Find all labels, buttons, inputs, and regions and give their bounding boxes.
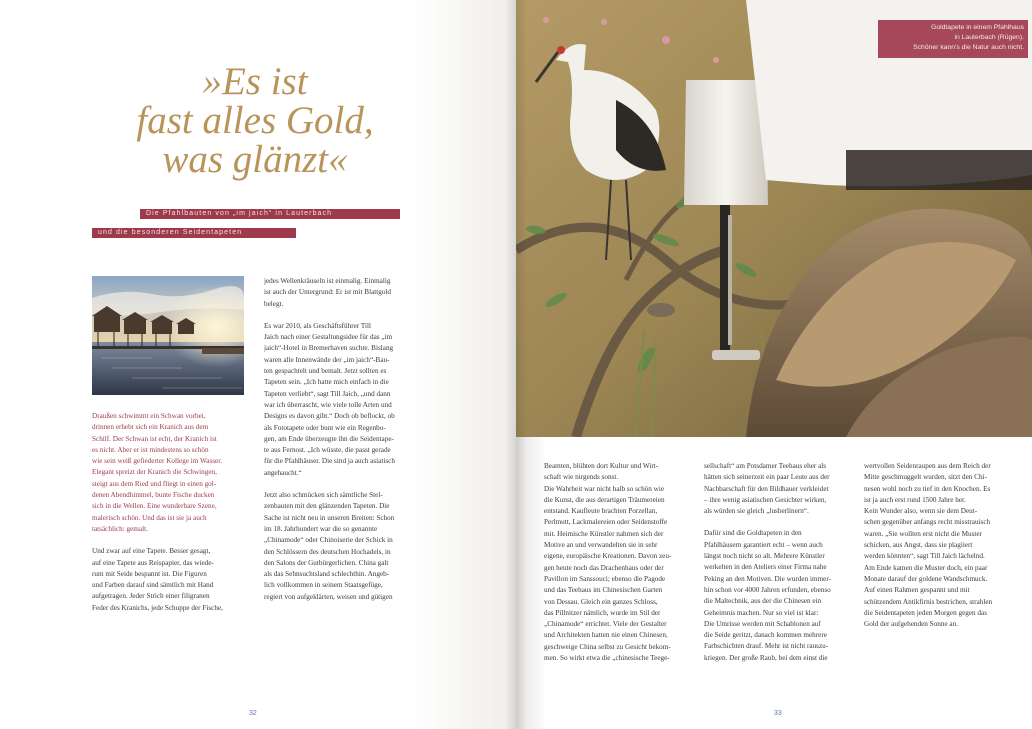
text-line: angehaucht.“: [264, 468, 302, 477]
text-line: und Farben darauf sind sämtlich mit Hand: [92, 581, 214, 590]
page-number-left: 32: [249, 710, 257, 717]
harbor-stilt-houses-photo-icon: [92, 276, 244, 395]
subtitle-line-1: Die Pfahlbauten von „im jaich“ in Lauterbach: [140, 209, 400, 219]
text-line: auf eine Tapete aus Reispapier, das wiede-: [92, 558, 214, 567]
text-line: werden könnten“, sagt Till Jaich lächelnd.: [864, 552, 985, 561]
article-title: [110, 62, 400, 179]
text-line: „Chinamode“ oder Chinoiserie der Schick in: [264, 536, 393, 545]
text-line: geschweige China selbst zu Gesicht bekom-: [544, 642, 671, 651]
text-line: jaich“-Hotel in Bremerhaven suchte. Bislang: [264, 344, 394, 353]
text-line: schicken, aus Angst, dass sie plagiiert: [864, 541, 973, 550]
text-line: werkelten in den Ateliers einer Firma nahe: [704, 563, 827, 572]
text-line: als würden sie gleich „lusberlinern“.: [704, 507, 809, 516]
text-line: im 18. Jahrhundert war die so genannte: [264, 524, 378, 533]
text-line: Mitte geschmuggelt wurden, sitzt den Chi-: [864, 473, 987, 482]
body-paragraph: [864, 506, 1016, 630]
title-line: »Es ist: [202, 60, 308, 103]
text-line: Beamten, blühten dort Kultur und Wirt-: [544, 462, 659, 470]
text-line: Motive an und verwandelten sie in sehr: [544, 541, 658, 550]
body-column-2: [264, 276, 416, 614]
body-column-4: [704, 461, 856, 675]
body-paragraph: [704, 528, 856, 664]
text-line: mit. Heimische Künstler nahmen sich der: [544, 529, 664, 538]
text-line: gen heute noch das Drachenhaus oder der: [544, 563, 664, 572]
text-line: die Maltechnik, aus der die Chinesen ein: [704, 597, 822, 606]
text-line: drinnen erhebt sich ein Kranich aus dem: [92, 423, 209, 432]
text-line: Tapeten verliebt“, sagt Till Jaich, „und dann: [264, 389, 391, 398]
text-line: gen, am Ende überzeugte ihn die Seidentape-: [264, 434, 394, 443]
text-line: Pavillon im Sanssouci; ebenso die Pagode: [544, 574, 666, 583]
text-line: schaft wie nirgends sonst.: [544, 473, 619, 482]
text-line: längst noch nicht so alt. Mehrere Künstler: [704, 552, 825, 561]
text-line: als Fototapete oder bunt wie ein Regenbo-: [264, 423, 386, 432]
text-line: Auf einen Rahmen gespannt und mit: [864, 586, 970, 595]
right-page: [516, 0, 1032, 729]
text-line: die Seide geritzt, danach kommen mehrere: [704, 631, 827, 640]
body-paragraph: [544, 461, 696, 484]
text-line: te aus Fernost. „Ich wüsste, die passt gerade: [264, 446, 391, 455]
subtitle-line-2: und die besonderen Seidentapeten: [92, 228, 296, 238]
text-line: hin schon vor 4000 Jahren erfunden, ebenso: [704, 585, 831, 594]
text-line: und Architekten hatten nie einen Chinesen,: [544, 631, 668, 640]
text-line: entstand. Kaufleute brachten Porzellan,: [544, 507, 658, 516]
text-line: den Schlössern des deutschen Hochadels, in: [264, 547, 391, 556]
text-line: Und zwar auf eine Tapete. Besser gesagt,: [92, 547, 211, 556]
body-column-5: [864, 461, 1016, 641]
text-line: Die Umrisse werden mit Schablonen auf: [704, 619, 821, 628]
text-line: Draußen schwimmt ein Schwan vorbei,: [92, 412, 206, 420]
text-line: Perlmutt, Lackmalereien oder Seidenstoffe: [544, 518, 668, 527]
text-line: eigene, europäische Kreationen. Davon zeu-: [544, 552, 672, 561]
title-line: was glänzt«: [162, 138, 348, 181]
text-line: „Chinamode“ errichtet. Viele der Gestalter: [544, 620, 667, 629]
caption-line: Schöner kann's die Natur auch nicht.: [913, 44, 1024, 51]
text-line: Am Ende kamen die Muster doch, ein paar: [864, 563, 988, 572]
text-line: zenbauten mit den glänzenden Tapeten. Die: [264, 502, 390, 511]
text-line: Peking an den Motiven. Die wurden immer-: [704, 574, 832, 583]
body-paragraph: [544, 484, 696, 665]
text-line: Schilf. Der Schwan ist echt, der Kranich ist: [92, 434, 217, 443]
text-line: aufgetragen. Jeder Strich einer filigranen: [92, 592, 210, 601]
text-line: waren alle Innenwände der „im jaich“-Bau-: [264, 355, 390, 364]
text-line: schützendem Antikfirnis bestrichen, strahlen: [864, 597, 993, 606]
text-line: regiert von aufgeklärten, weisen und gütigen: [264, 592, 393, 601]
text-line: malerisch schön. Und das ist sie ja auch: [92, 513, 207, 522]
text-line: Jetzt also schmücken sich sämtliche Stel-: [264, 491, 383, 500]
text-line: tatsächlich: gemalt.: [92, 524, 148, 533]
text-line: das Pillnitzer nämlich, wurde im Stil der: [544, 608, 661, 617]
body-paragraph: [704, 461, 856, 517]
photo-caption: [878, 20, 1028, 58]
text-line: ist auch der Untergrund: Er ist mit Blattgold: [264, 288, 392, 297]
text-line: rum mit Seide bespannt ist. Die Figuren: [92, 569, 207, 578]
caption-line: in Lauterbach (Rügen).: [954, 34, 1024, 41]
text-line: belegt.: [264, 299, 284, 308]
text-line: Gold der aufgehenden Sonne an.: [864, 620, 959, 629]
text-line: Sache ist nicht neu in unseren Breiten: Schon: [264, 513, 395, 522]
text-line: Nachbarschaft für den Bildhauer verkleidet: [704, 484, 829, 493]
text-line: lich vollkommen in seinem Staatsgefüge,: [264, 581, 383, 590]
text-line: – ihre wenig asiatischen Gesichter wirken,: [704, 495, 827, 504]
text-line: sellschaft“ am Potsdamer Teehaus eher als: [704, 462, 827, 470]
text-line: Geheimnis machen. Nur so viel ist klar:: [704, 608, 819, 617]
text-line: sich in die Wellen. Eine wunderbare Szene,: [92, 502, 217, 511]
text-line: Dafür sind die Goldtapeten in den: [704, 529, 802, 538]
text-line: Farbschichten drauf. Mehr ist nicht rauszu-: [704, 642, 829, 651]
text-line: hätten sich seinerzeit ein paar Leute aus der: [704, 473, 830, 482]
intro-paragraph: [92, 411, 244, 535]
text-line: waren. „Sie wollten erst nicht die Muster: [864, 529, 982, 538]
text-line: Designs es davon gibt.“ Doch ob beflockt, ob: [264, 412, 395, 421]
body-column-1: [92, 411, 244, 625]
text-line: Die Wahrheit war nicht halb so schön wie: [544, 484, 665, 493]
text-line: denen Abendhimmel, bunte Fische ducken: [92, 491, 215, 500]
body-paragraph: [92, 546, 244, 614]
title-line: fast alles Gold,: [136, 99, 374, 142]
caption-line: Goldtapete in einem Pfahlhaus: [931, 24, 1024, 31]
text-line: men. So wirkt etwa die „chinesische Teege-: [544, 654, 670, 663]
text-line: jedes Wellenkräuseln ist einmalig. Einmalig: [264, 277, 391, 285]
body-paragraph: [864, 461, 1016, 506]
text-line: es nicht. Aber er ist mindestens so schön: [92, 445, 209, 454]
crane-wallpaper-bedroom-photo-icon: [516, 0, 1032, 437]
text-line: Pfahlhäusern garantiert echt – wenn auch: [704, 540, 823, 549]
text-line: Jaich nach einer Gestaltungsidee für das „im: [264, 333, 393, 342]
text-line: ist ja auch erst rund 1500 Jahre her.: [864, 495, 966, 504]
text-line: Kein Wunder also, wenn sie dem Deut-: [864, 507, 978, 516]
text-line: von Dessau. Gleich ein ganzes Schloss,: [544, 597, 658, 606]
text-line: Tapeten sein. „Ich hatte mich einfach in die: [264, 378, 389, 387]
text-line: die Kunst, die aus derartigen Träumereien: [544, 495, 665, 504]
text-line: die Seidentapeten jeden Morgen gegen das: [864, 608, 988, 617]
body-paragraph: [264, 276, 416, 310]
text-line: und das Teehaus im Chinesischen Garten: [544, 586, 663, 595]
text-line: schen gegenüber anfangs recht misstrauisch: [864, 518, 991, 527]
text-line: kriegen. Der große Raub, bei dem einst die: [704, 653, 828, 662]
text-line: steigt aus dem Ried und fliegt in einen gol-: [92, 479, 217, 488]
text-line: ten gespachtelt und bemalt. Jetzt sollten es: [264, 367, 387, 376]
text-line: wie sein weiß gefiederter Kollege im Wasser.: [92, 457, 223, 466]
text-line: nesen wohl noch zu tief in den Knochen. Es: [864, 484, 991, 493]
body-paragraph: [264, 321, 416, 479]
text-line: Elegant spreizt der Kranich die Schwingen,: [92, 468, 217, 477]
text-line: den Salons der Gutbürgerlichen. China galt: [264, 558, 389, 567]
text-line: Feder des Kranichs, jede Schuppe der Fische,: [92, 603, 223, 612]
text-line: Monate darauf der goldene Wandschmuck.: [864, 574, 988, 583]
text-line: als das Sehnsuchtsland schlechthin. Angeb-: [264, 570, 390, 579]
text-line: Es war 2010, als Geschäftsführer Till: [264, 321, 371, 330]
text-line: für die Pfahlhäuser. Die sind ja auch asiatisch: [264, 457, 395, 466]
page-number-right: 33: [774, 710, 782, 717]
text-line: war ich überrascht, wie viele tolle Arten und: [264, 400, 392, 409]
text-line: wertvollen Seidenraupen aus dem Reich der: [864, 462, 991, 470]
body-column-3: [544, 461, 696, 675]
body-paragraph: [264, 490, 416, 603]
